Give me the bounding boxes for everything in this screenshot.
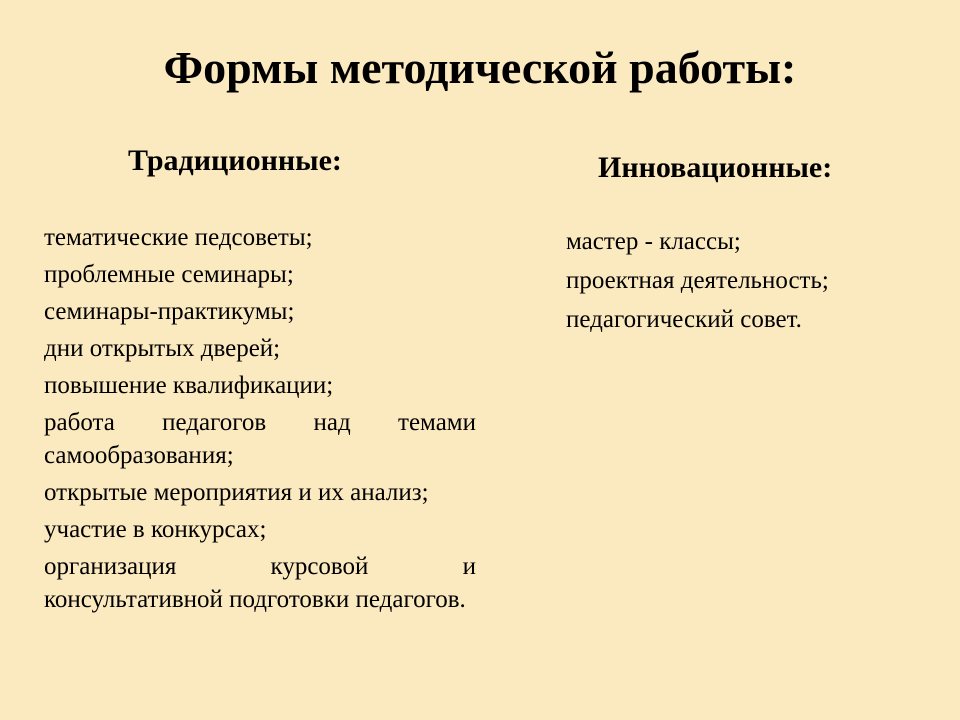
list-item: открытые мероприятия и их анализ; <box>44 479 429 506</box>
traditional-heading: Традиционные: <box>128 144 342 177</box>
list-item: проектная деятельность; <box>566 267 829 294</box>
list-item: участие в конкурсах; <box>44 516 267 543</box>
list-item: повышение квалификации; <box>44 372 334 399</box>
innovative-heading: Инновационные: <box>598 151 833 184</box>
list-item: мастер - классы; <box>566 228 741 255</box>
list-item: дни открытых дверей; <box>44 335 281 362</box>
innovative-list <box>566 225 946 342</box>
list-item: тематические педсоветы; <box>44 224 313 251</box>
list-item: работа педагогов над темами самообразования; <box>44 409 476 469</box>
slide-title: Формы методической работы: <box>163 42 797 93</box>
traditional-list <box>44 221 476 620</box>
list-item: педагогический совет. <box>566 306 802 333</box>
list-item: организация курсовой и консультативной подготовки педагогов. <box>44 553 476 613</box>
list-item: семинары-практикумы; <box>44 298 295 325</box>
list-item: проблемные семинары; <box>44 261 294 288</box>
